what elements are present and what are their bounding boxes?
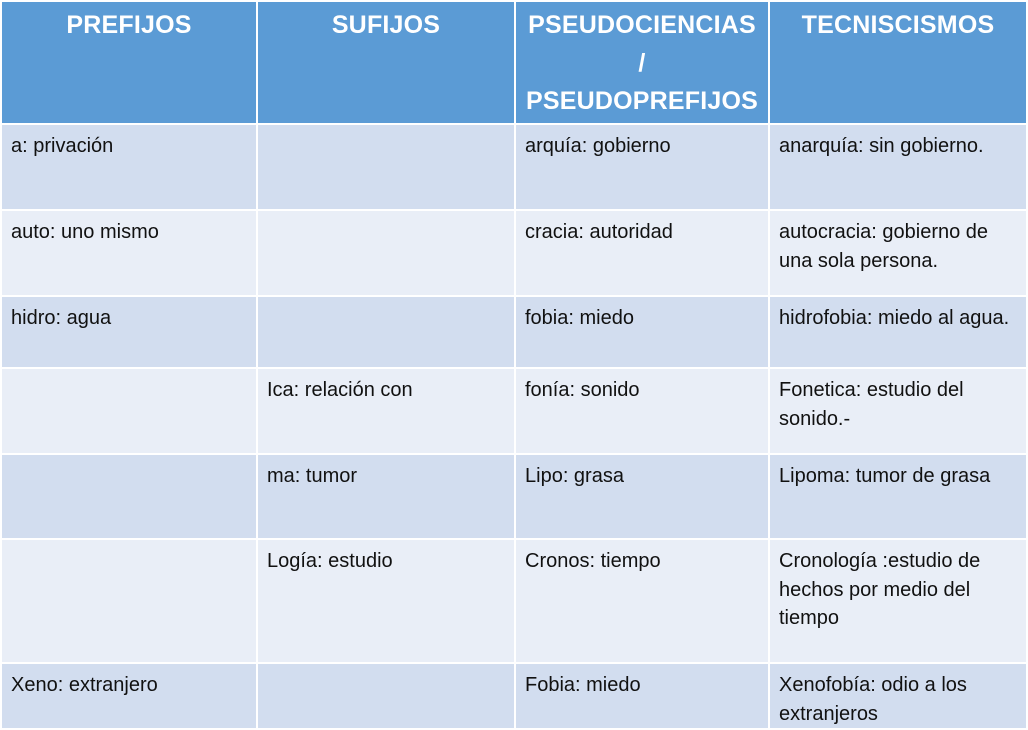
sufijo-cell bbox=[257, 296, 515, 368]
prefijo-cell: hidro: agua bbox=[1, 296, 257, 368]
table-row bbox=[1, 539, 1027, 663]
tecnicismo-cell: Xenofobía: odio a los extranjeros bbox=[769, 663, 1027, 729]
header-prefijos: PREFIJOS bbox=[1, 1, 257, 124]
sufijo-cell bbox=[257, 663, 515, 729]
table-row bbox=[1, 663, 1027, 729]
prefijo-cell bbox=[1, 539, 257, 663]
pseudociencia-cell: fonía: sonido bbox=[515, 368, 769, 454]
sufijo-cell bbox=[257, 210, 515, 296]
table-header bbox=[1, 1, 1027, 124]
header-row bbox=[1, 1, 1027, 124]
tecnicismo-cell: autocracia: gobierno de una sola persona. bbox=[769, 210, 1027, 296]
table-row bbox=[1, 124, 1027, 210]
prefijo-cell bbox=[1, 454, 257, 539]
sufijo-cell: Logía: estudio bbox=[257, 539, 515, 663]
pseudociencia-cell: Cronos: tiempo bbox=[515, 539, 769, 663]
header-tecniscismos: TECNISCISMOS bbox=[769, 1, 1027, 124]
tecnicismo-cell: anarquía: sin gobierno. bbox=[769, 124, 1027, 210]
tecnicismo-cell: Cronología :estudio de hechos por medio del tiempo bbox=[769, 539, 1027, 663]
header-sufijos: SUFIJOS bbox=[257, 1, 515, 124]
table-row bbox=[1, 210, 1027, 296]
pseudociencia-cell: Fobia: miedo bbox=[515, 663, 769, 729]
sufijo-cell: Ica: relación con bbox=[257, 368, 515, 454]
tecnicismo-cell: Lipoma: tumor de grasa bbox=[769, 454, 1027, 539]
pseudociencia-cell: fobia: miedo bbox=[515, 296, 769, 368]
pseudociencia-cell: Lipo: grasa bbox=[515, 454, 769, 539]
prefijo-cell: auto: uno mismo bbox=[1, 210, 257, 296]
pseudociencia-cell: cracia: autoridad bbox=[515, 210, 769, 296]
tecnicismo-cell: hidrofobia: miedo al agua. bbox=[769, 296, 1027, 368]
table-body bbox=[1, 124, 1027, 729]
prefijo-cell: Xeno: extranjero bbox=[1, 663, 257, 729]
sufijo-cell bbox=[257, 124, 515, 210]
prefijo-cell bbox=[1, 368, 257, 454]
prefijo-cell: a: privación bbox=[1, 124, 257, 210]
sufijo-cell: ma: tumor bbox=[257, 454, 515, 539]
tecnicismo-cell: Fonetica: estudio del sonido.- bbox=[769, 368, 1027, 454]
table-row bbox=[1, 454, 1027, 539]
table-row bbox=[1, 368, 1027, 454]
header-pseudociencias: PSEUDOCIENCIAS / PSEUDOPREFIJOS bbox=[515, 1, 769, 124]
table-row bbox=[1, 296, 1027, 368]
pseudociencia-cell: arquía: gobierno bbox=[515, 124, 769, 210]
